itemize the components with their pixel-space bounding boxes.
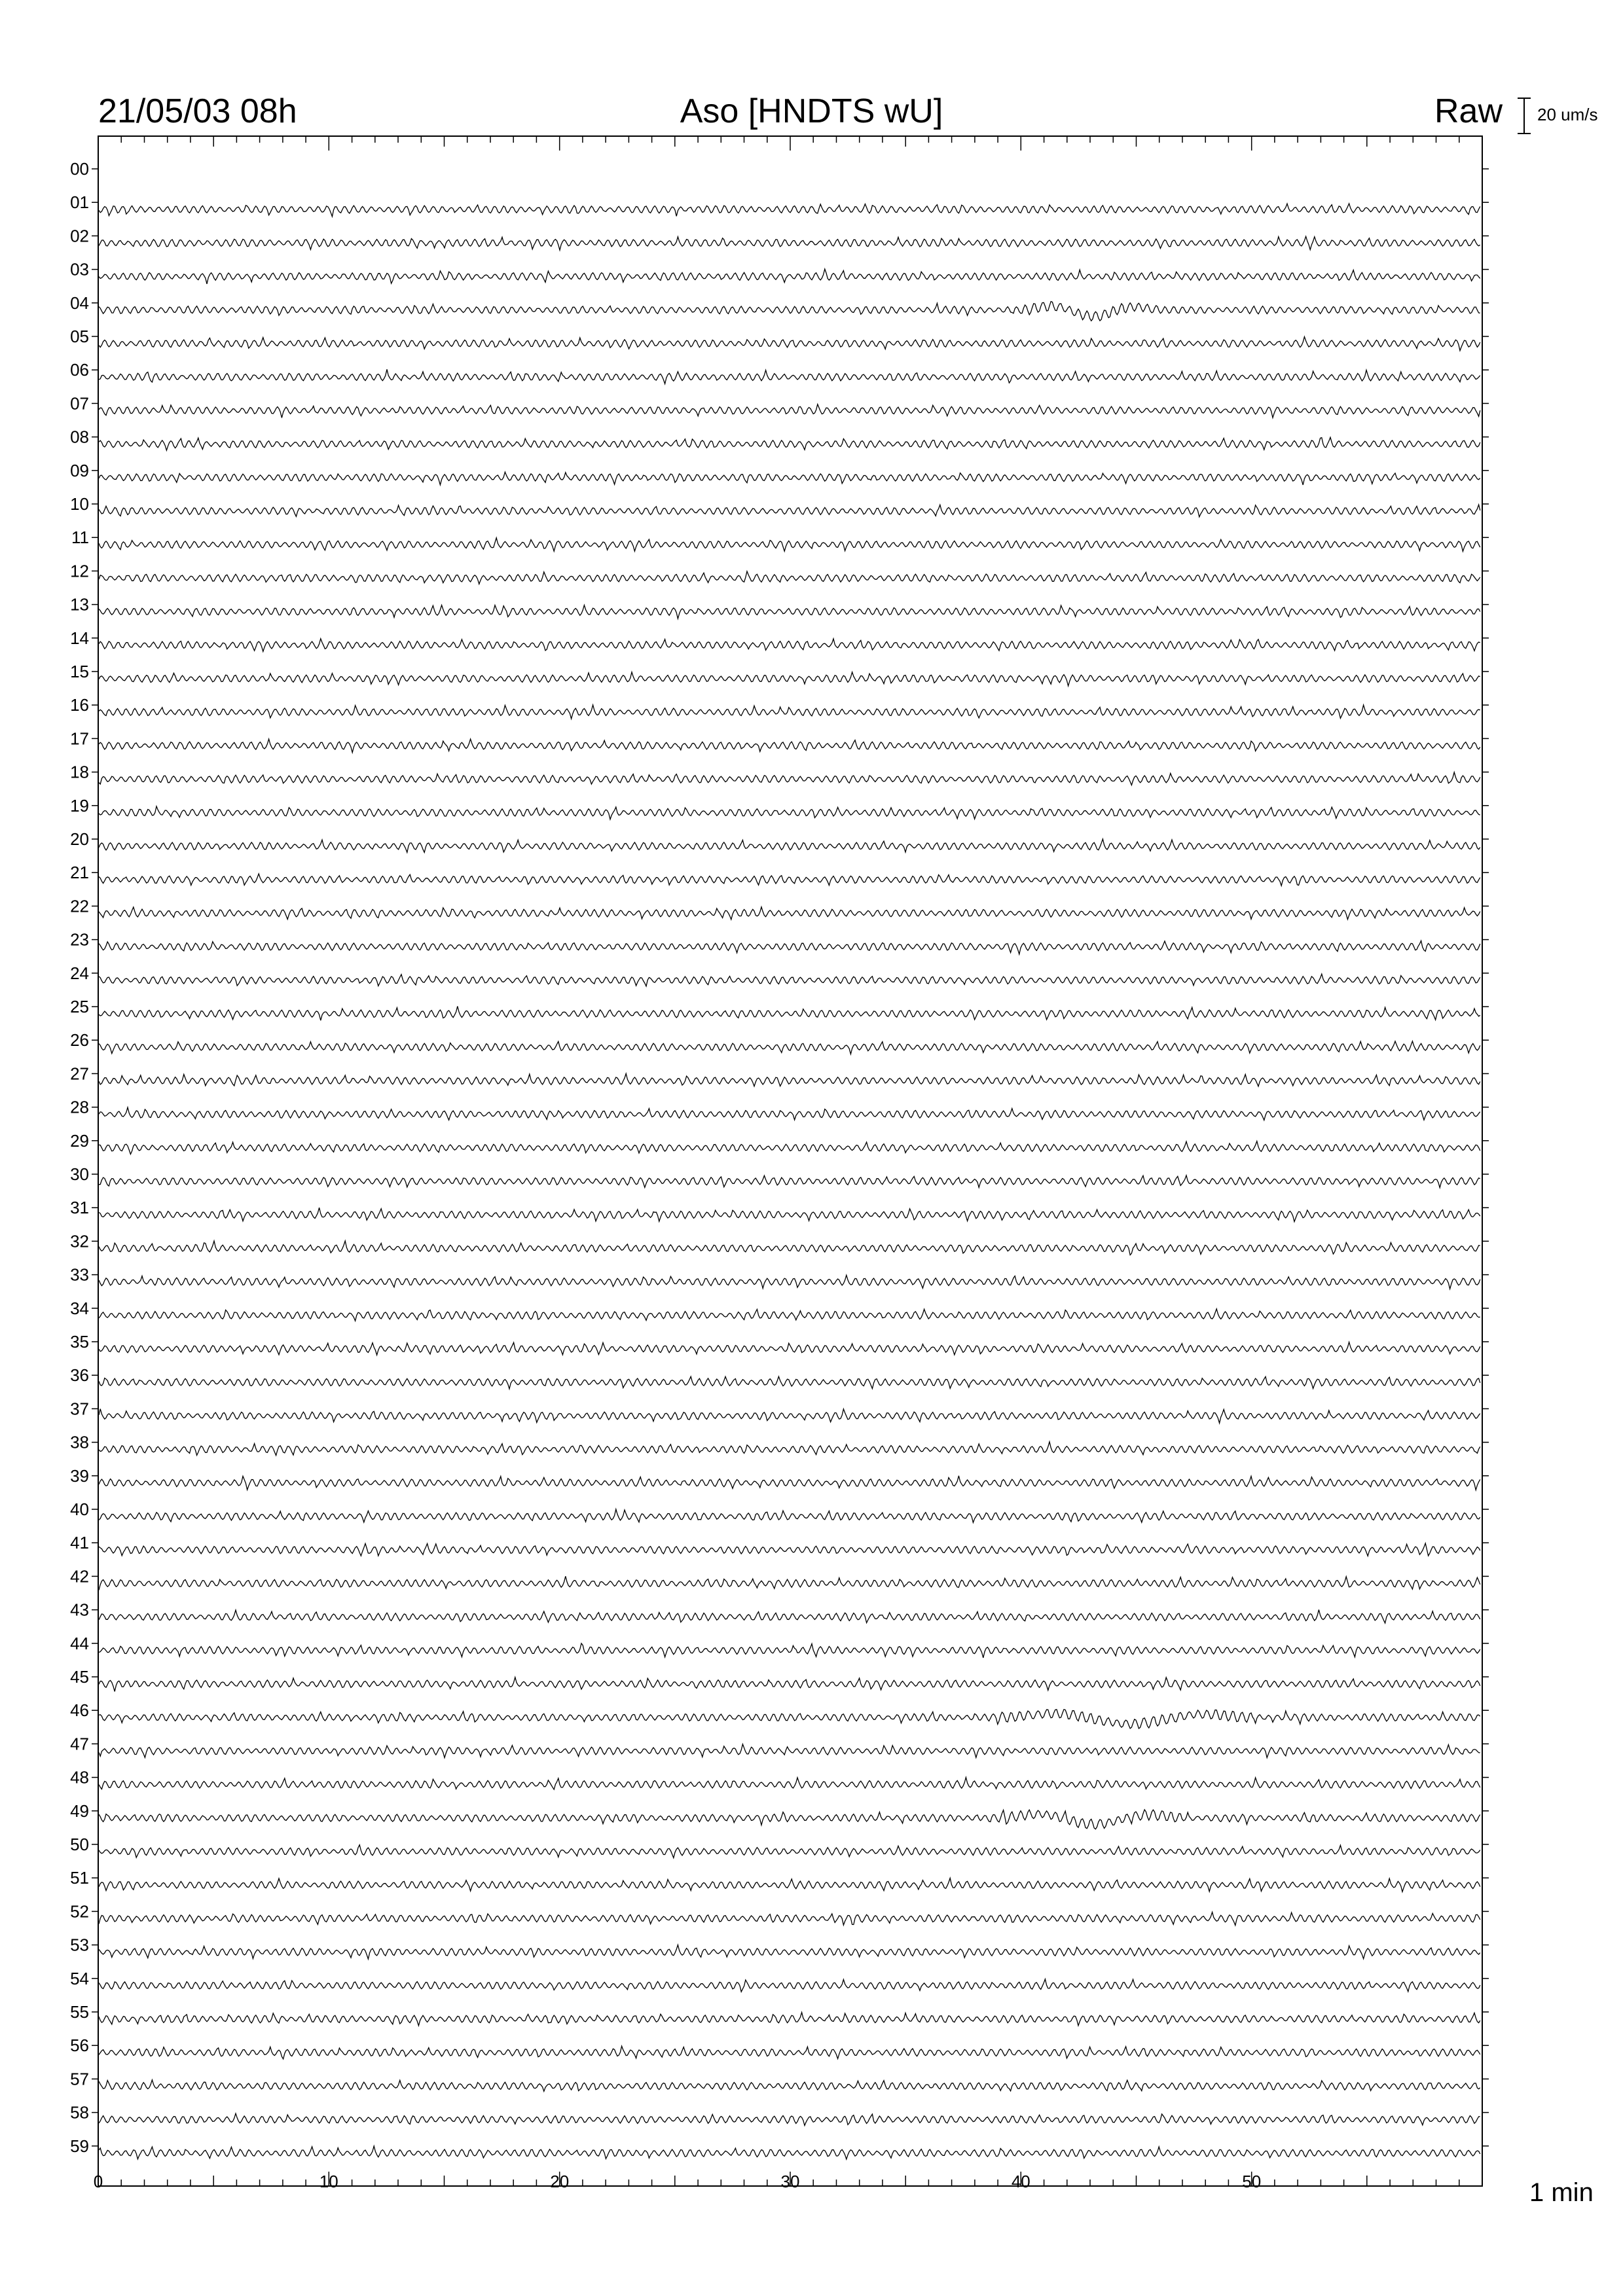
row-label: 57 bbox=[70, 2069, 89, 2089]
trace-line bbox=[99, 1576, 1480, 1590]
y-axis bbox=[70, 159, 1489, 2156]
trace-line bbox=[99, 705, 1480, 719]
row-label: 29 bbox=[70, 1130, 89, 1151]
trace-line bbox=[99, 236, 1480, 250]
trace-line bbox=[99, 1810, 1480, 1829]
trace-line bbox=[99, 907, 1480, 920]
row-label: 53 bbox=[70, 1935, 89, 1955]
row-label: 46 bbox=[70, 1700, 89, 1721]
record-datetime: 21/05/03 08h bbox=[98, 92, 297, 130]
row-label: 36 bbox=[70, 1365, 89, 1386]
row-label: 16 bbox=[70, 695, 89, 715]
trace-line bbox=[99, 1041, 1480, 1054]
trace-line bbox=[99, 1509, 1480, 1522]
row-label: 08 bbox=[70, 427, 89, 447]
row-label: 32 bbox=[70, 1231, 89, 1251]
row-label: 45 bbox=[70, 1667, 89, 1687]
trace-line bbox=[99, 571, 1480, 584]
trace-line bbox=[99, 2013, 1480, 2026]
row-label: 28 bbox=[70, 1097, 89, 1117]
trace-line bbox=[99, 1175, 1480, 1188]
row-label: 24 bbox=[70, 963, 89, 983]
trace-line bbox=[99, 1643, 1480, 1658]
row-label: 58 bbox=[70, 2102, 89, 2123]
trace-group bbox=[99, 204, 1480, 2159]
x-tick-label: 10 bbox=[319, 2172, 338, 2191]
row-label: 26 bbox=[70, 1030, 89, 1050]
row-label: 04 bbox=[70, 293, 89, 313]
trace-line bbox=[99, 1376, 1480, 1389]
display-mode: Raw bbox=[1434, 92, 1503, 130]
x-tick-label: 20 bbox=[550, 2172, 570, 2191]
row-label: 51 bbox=[70, 1868, 89, 1888]
row-label: 07 bbox=[70, 393, 89, 414]
row-label: 40 bbox=[70, 1499, 89, 1519]
trace-line bbox=[99, 1979, 1480, 1992]
row-label: 14 bbox=[70, 628, 89, 648]
trace-line bbox=[99, 974, 1480, 986]
trace-line bbox=[99, 437, 1480, 450]
row-label: 20 bbox=[70, 829, 89, 849]
trace-line bbox=[99, 806, 1480, 819]
row-label: 27 bbox=[70, 1064, 89, 1084]
trace-line bbox=[99, 2113, 1480, 2125]
trace-line bbox=[99, 1912, 1480, 1925]
row-label: 59 bbox=[70, 2136, 89, 2156]
trace-line bbox=[99, 1778, 1480, 1790]
trace-line bbox=[99, 1677, 1480, 1692]
row-label: 56 bbox=[70, 2036, 89, 2056]
x-tick-label: 30 bbox=[780, 2172, 800, 2191]
row-label: 39 bbox=[70, 1465, 89, 1486]
row-label: 31 bbox=[70, 1198, 89, 1218]
trace-line bbox=[99, 269, 1480, 284]
row-label: 43 bbox=[70, 1600, 89, 1620]
row-label: 37 bbox=[70, 1399, 89, 1419]
trace-line bbox=[99, 941, 1480, 954]
trace-line bbox=[99, 1141, 1480, 1155]
trace-line bbox=[99, 1442, 1480, 1456]
trace-line bbox=[99, 404, 1480, 418]
row-label: 38 bbox=[70, 1432, 89, 1452]
row-label: 25 bbox=[70, 997, 89, 1016]
trace-line bbox=[99, 1342, 1480, 1355]
row-label: 18 bbox=[70, 762, 89, 782]
row-label: 42 bbox=[70, 1566, 89, 1587]
row-label: 01 bbox=[70, 192, 89, 213]
row-label: 02 bbox=[70, 226, 89, 246]
trace-line bbox=[99, 1476, 1480, 1490]
row-label: 10 bbox=[70, 494, 89, 514]
row-label: 44 bbox=[70, 1633, 89, 1653]
trace-line bbox=[99, 1006, 1480, 1020]
trace-line bbox=[99, 1409, 1480, 1424]
x-axis-unit-label: 1 min bbox=[1529, 2178, 1594, 2207]
row-label: 13 bbox=[70, 594, 89, 615]
row-label: 19 bbox=[70, 795, 89, 816]
trace-line bbox=[99, 505, 1480, 517]
x-tick-label: 50 bbox=[1242, 2172, 1262, 2191]
row-label: 35 bbox=[70, 1332, 89, 1352]
trace-line bbox=[99, 337, 1480, 351]
trace-line bbox=[99, 2080, 1480, 2092]
trace-line bbox=[99, 302, 1480, 321]
row-label: 22 bbox=[70, 896, 89, 916]
trace-line bbox=[99, 1241, 1480, 1255]
row-label: 48 bbox=[70, 1767, 89, 1787]
x-tick-label: 0 bbox=[93, 2172, 103, 2191]
trace-line bbox=[99, 204, 1480, 217]
trace-line bbox=[99, 1744, 1480, 1758]
trace-line bbox=[99, 1309, 1480, 1321]
row-label: 17 bbox=[70, 728, 89, 749]
trace-line bbox=[99, 1543, 1480, 1556]
row-label: 33 bbox=[70, 1265, 89, 1285]
row-label: 03 bbox=[70, 259, 89, 279]
trace-line bbox=[99, 1208, 1480, 1222]
row-label: 34 bbox=[70, 1298, 89, 1318]
trace-line bbox=[99, 1710, 1480, 1729]
trace-line bbox=[99, 605, 1480, 619]
trace-line bbox=[99, 874, 1480, 886]
row-label: 09 bbox=[70, 460, 89, 480]
row-label: 49 bbox=[70, 1801, 89, 1821]
row-label: 55 bbox=[70, 2002, 89, 2022]
trace-line bbox=[99, 1609, 1480, 1623]
trace-line bbox=[99, 1878, 1480, 1892]
row-label: 05 bbox=[70, 327, 89, 346]
trace-line bbox=[99, 1275, 1480, 1289]
chart-title: Aso [HNDTS wU] bbox=[680, 92, 943, 130]
row-label: 12 bbox=[70, 561, 89, 581]
trace-line bbox=[99, 1073, 1480, 1086]
row-label: 23 bbox=[70, 929, 89, 950]
trace-line bbox=[99, 538, 1480, 552]
amplitude-scale-label: 20 um/s bbox=[1537, 105, 1598, 124]
trace-line bbox=[99, 369, 1480, 384]
trace-line bbox=[99, 2146, 1480, 2159]
trace-line bbox=[99, 639, 1480, 652]
row-label: 52 bbox=[70, 1901, 89, 1922]
trace-line bbox=[99, 2046, 1480, 2059]
row-label: 11 bbox=[71, 528, 89, 548]
trace-line bbox=[99, 472, 1480, 485]
row-label: 06 bbox=[70, 360, 89, 380]
row-label: 30 bbox=[70, 1164, 89, 1184]
trace-line bbox=[99, 1107, 1480, 1121]
row-label: 21 bbox=[70, 863, 89, 883]
trace-line bbox=[99, 739, 1480, 753]
row-label: 50 bbox=[70, 1835, 89, 1854]
row-label: 54 bbox=[70, 1968, 89, 1988]
trace-line bbox=[99, 839, 1480, 853]
row-label: 15 bbox=[70, 662, 89, 681]
trace-line bbox=[99, 1945, 1480, 1960]
row-label: 00 bbox=[70, 159, 89, 179]
x-tick-label: 40 bbox=[1011, 2172, 1030, 2191]
row-label: 47 bbox=[70, 1734, 89, 1754]
trace-line bbox=[99, 672, 1480, 686]
trace-line bbox=[99, 1845, 1480, 1858]
trace-line bbox=[99, 772, 1480, 785]
row-label: 41 bbox=[70, 1533, 89, 1553]
